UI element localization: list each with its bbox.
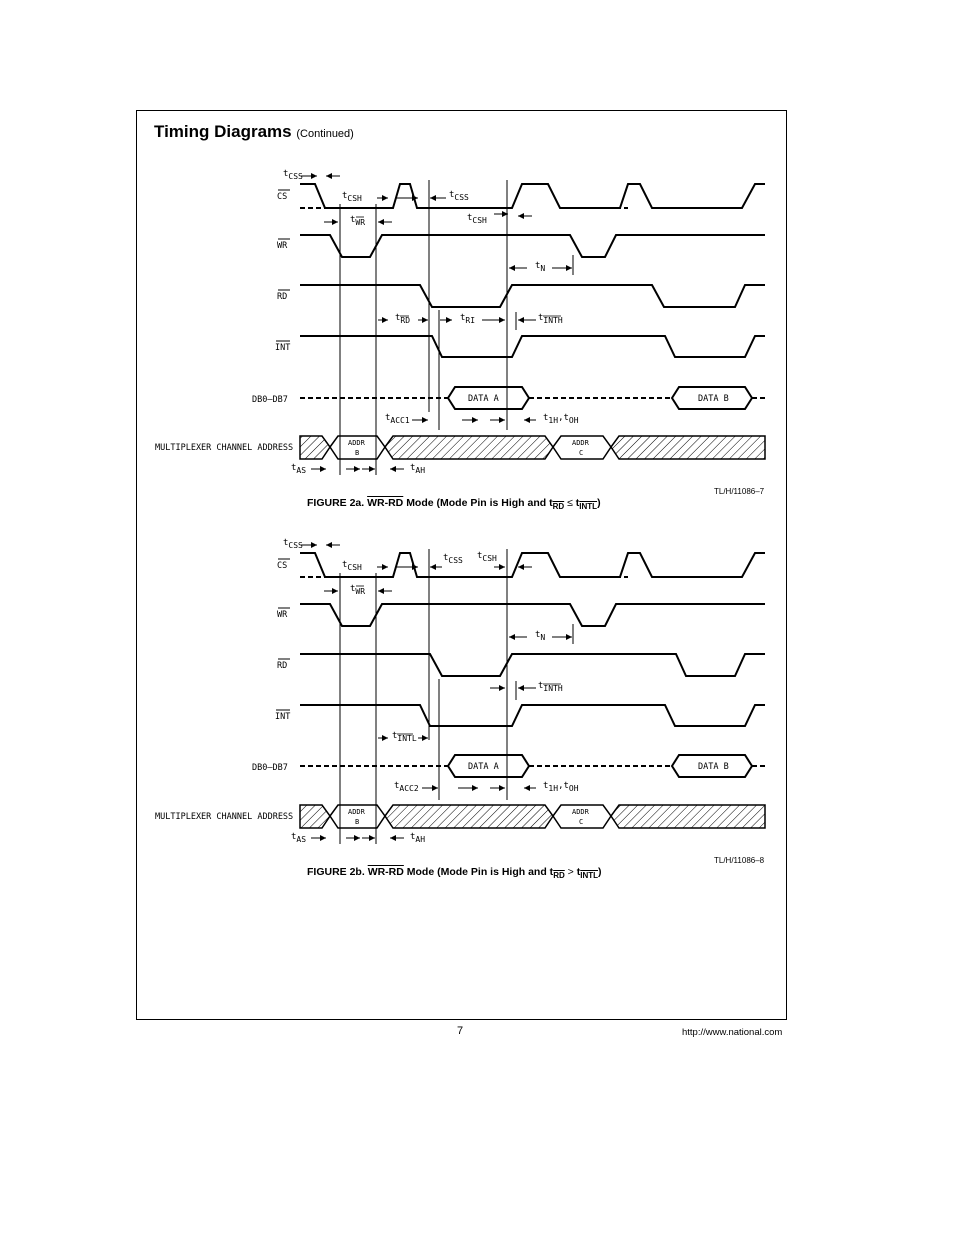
data-a-label-2a: DATA A [468, 394, 499, 404]
cs-wave-2a [300, 184, 765, 208]
int-label-2a: INT [275, 343, 291, 353]
page-number: 7 [457, 1025, 464, 1037]
figure-2b-caption: FIGURE 2b. WR-RD Mode (Mode Pin is High and $t_{\overline{RD}} > t_{INTL}$) [307, 866, 602, 881]
t-inth-2b: tINTH [538, 681, 563, 693]
addr-c-label-2a: ADDR [572, 439, 589, 447]
t-css-2a-1: tCSS [283, 169, 303, 181]
rd-wave-2b [300, 654, 765, 676]
rd-wave-2a [300, 285, 765, 307]
rd-label-2a: RD [277, 292, 288, 302]
timing-labels-2b [283, 538, 579, 844]
addr-b-label-2a: ADDR [348, 439, 365, 447]
reference-lines-2a [340, 180, 573, 475]
data-b-label-2b: DATA B [698, 762, 729, 772]
t-css-2a-2: tCSS [449, 190, 469, 202]
timing-arrows-2a [301, 176, 572, 469]
title-text: Timing Diagrams [154, 122, 292, 141]
mux-label-2a: MULTIPLEXER CHANNEL ADDRESS [155, 443, 294, 453]
title-continued: (Continued) [296, 128, 354, 140]
figure-2b [155, 538, 765, 844]
t-ri-2a: tRI [460, 313, 476, 325]
figure-2a-ref: TL/H/11086–7 [714, 487, 765, 496]
addr-b-label-2b: ADDR [348, 808, 365, 816]
t-as-2a: tAS [291, 463, 307, 475]
t-csh-2a-1: tCSH [342, 191, 362, 203]
mux-label-2b: MULTIPLEXER CHANNEL ADDRESS [155, 812, 294, 822]
t-inth-2a: tINTH [538, 313, 563, 325]
t-intl-2b: tINTL [392, 731, 417, 743]
t-csh-2b-2: tCSH [477, 551, 497, 563]
cs-wave-2b [300, 553, 765, 577]
t-acc1-2a: tACC1 [385, 413, 410, 425]
t-wr-2a: tWR [350, 215, 366, 227]
t-1h-oh-2b: t1H,tOH [543, 781, 579, 793]
reference-lines-2b [340, 549, 573, 844]
t-as-2b: tAS [291, 832, 307, 844]
t-wr-2b: tWR [350, 584, 366, 596]
mux-invalid-2b-1 [300, 805, 330, 828]
t-n-2a: tN [535, 261, 546, 273]
figure-2b-ref: TL/H/11086–8 [714, 856, 765, 865]
int-wave-2a [300, 336, 765, 357]
addr-c-label-2b: ADDR [572, 808, 589, 816]
t-csh-2a-2: tCSH [467, 213, 487, 225]
addr-c-value-2b: C [579, 818, 584, 826]
figure-2a [155, 169, 765, 475]
timing-labels-2a [283, 169, 579, 475]
figure-2a-caption: FIGURE 2a. WR-RD Mode (Mode Pin is High and $t_{\overline{RD}} \le t_{INTL}$) [307, 497, 601, 512]
timing-arrows-2b [301, 545, 572, 838]
wr-label-2b: WR [277, 610, 288, 620]
t-ah-2b: tAH [410, 832, 426, 844]
mux-invalid-2a-3 [611, 436, 765, 459]
t-css-2b-1: tCSS [283, 538, 303, 550]
mux-invalid-2b-3 [611, 805, 765, 828]
addr-b-value-2b: B [355, 818, 360, 826]
t-1h-oh-2a: t1H,tOH [543, 413, 579, 425]
cs-label-2a: CS [277, 192, 288, 202]
footer-url[interactable]: http://www.national.com [682, 1027, 783, 1038]
data-a-label-2b: DATA A [468, 762, 499, 772]
t-css-2b-2: tCSS [443, 553, 463, 565]
wr-label-2a: WR [277, 241, 288, 251]
mux-invalid-2a-1 [300, 436, 330, 459]
rd-label-2b: RD [277, 661, 288, 671]
addr-c-value-2a: C [579, 449, 584, 457]
mux-invalid-2b-2 [385, 805, 553, 828]
db-label-2b: DB0–DB7 [252, 763, 288, 773]
wr-wave-2a [300, 235, 765, 257]
db-label-2a: DB0–DB7 [252, 395, 288, 405]
int-label-2b: INT [275, 712, 291, 722]
addr-b-value-2a: B [355, 449, 360, 457]
t-ah-2a: tAH [410, 463, 426, 475]
t-csh-2b-1: tCSH [342, 560, 362, 572]
t-acc2-2b: tACC2 [394, 781, 419, 793]
mux-invalid-2a-2 [385, 436, 553, 459]
t-n-2b: tN [535, 630, 546, 642]
int-wave-2b [300, 705, 765, 726]
wr-wave-2b [300, 604, 765, 626]
t-rd-2a: tRD [395, 313, 411, 325]
cs-label-2b: CS [277, 561, 288, 571]
data-b-label-2a: DATA B [698, 394, 729, 404]
